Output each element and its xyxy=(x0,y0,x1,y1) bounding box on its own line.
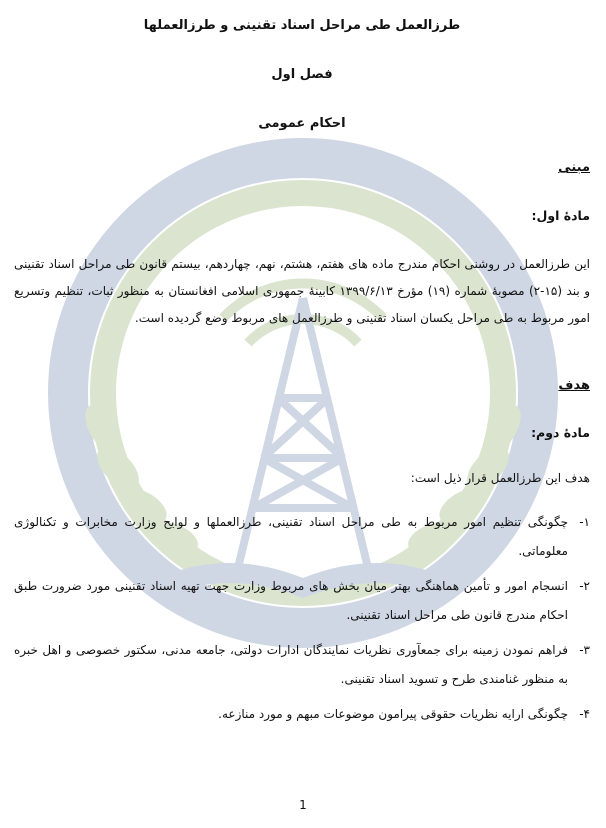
basis-heading: مبنی xyxy=(558,160,590,175)
list-item-text: چگونگی ارایه نظریات حقوقی پیرامون موضوعات مبهم و مورد منازعه. xyxy=(218,707,568,721)
document-title: طرزالعمل طی مراحل اسناد تقنینی و طرزالعملها xyxy=(143,18,461,33)
article-1-text: این طرزالعمل در روشنی احکام مندرج ماده های هفتم، هشتم، نهم، چهاردهم، بیستم قانون طی مراحل اسناد تقنینی و بند (۱۵-۲) مصوبۀ شماره (۱۹) مؤرخ ۱۳۹۹/۶/۱۳ کابینۀ جمهوری اسلامی افغانستان به منظور ثبات، تنظیم وتسریع امور مربوط به طی مراحل یکسان اسناد تقنینی و طرزالعمل های مربوط وضع گردیده است. xyxy=(14,257,591,325)
list-item-number: ۱- xyxy=(579,515,590,529)
page-number: 1 xyxy=(299,798,307,812)
article-2-intro: هدف این طرزالعمل قرار ذیل است: xyxy=(410,471,590,485)
section-title: احکام عمومی xyxy=(258,116,346,131)
goal-heading: هدف xyxy=(558,378,590,393)
list-item-text: انسجام امور و تأمین هماهنگی بهتر میان بخش های مربوط وزارت جهت تهیه اسناد تقنینی مورد ضرورت طبق احکام مندرج قانون طی مراحل اسناد تقنینی. xyxy=(14,579,568,622)
list-item xyxy=(14,508,590,566)
list-item-number: ۴- xyxy=(579,707,590,721)
list-item xyxy=(14,636,590,694)
goals-list xyxy=(14,508,590,735)
list-item-text: چگونگی تنظیم امور مربوط به طی مراحل اسناد تقنینی، طرزالعملها و لوایح وزارت مخابرات و تکنالوژی معلوماتی. xyxy=(14,515,568,558)
article-1-title: مادۀ اول: xyxy=(531,208,590,223)
chapter-title: فصل اول xyxy=(271,67,333,82)
list-item-number: ۲- xyxy=(579,579,590,593)
list-item-text: فراهم نمودن زمینه برای جمعآوری نظریات نمایندگان ادارات دولتی، جامعه مدنی، سکتور خصوصی و اهل خبره به منظور غنامندی طرح و تسوید اسناد تقنینی. xyxy=(14,643,568,686)
article-2-title: مادۀ دوم: xyxy=(531,425,590,440)
list-item-number: ۳- xyxy=(579,643,590,657)
list-item xyxy=(14,572,590,630)
list-item xyxy=(14,700,590,729)
